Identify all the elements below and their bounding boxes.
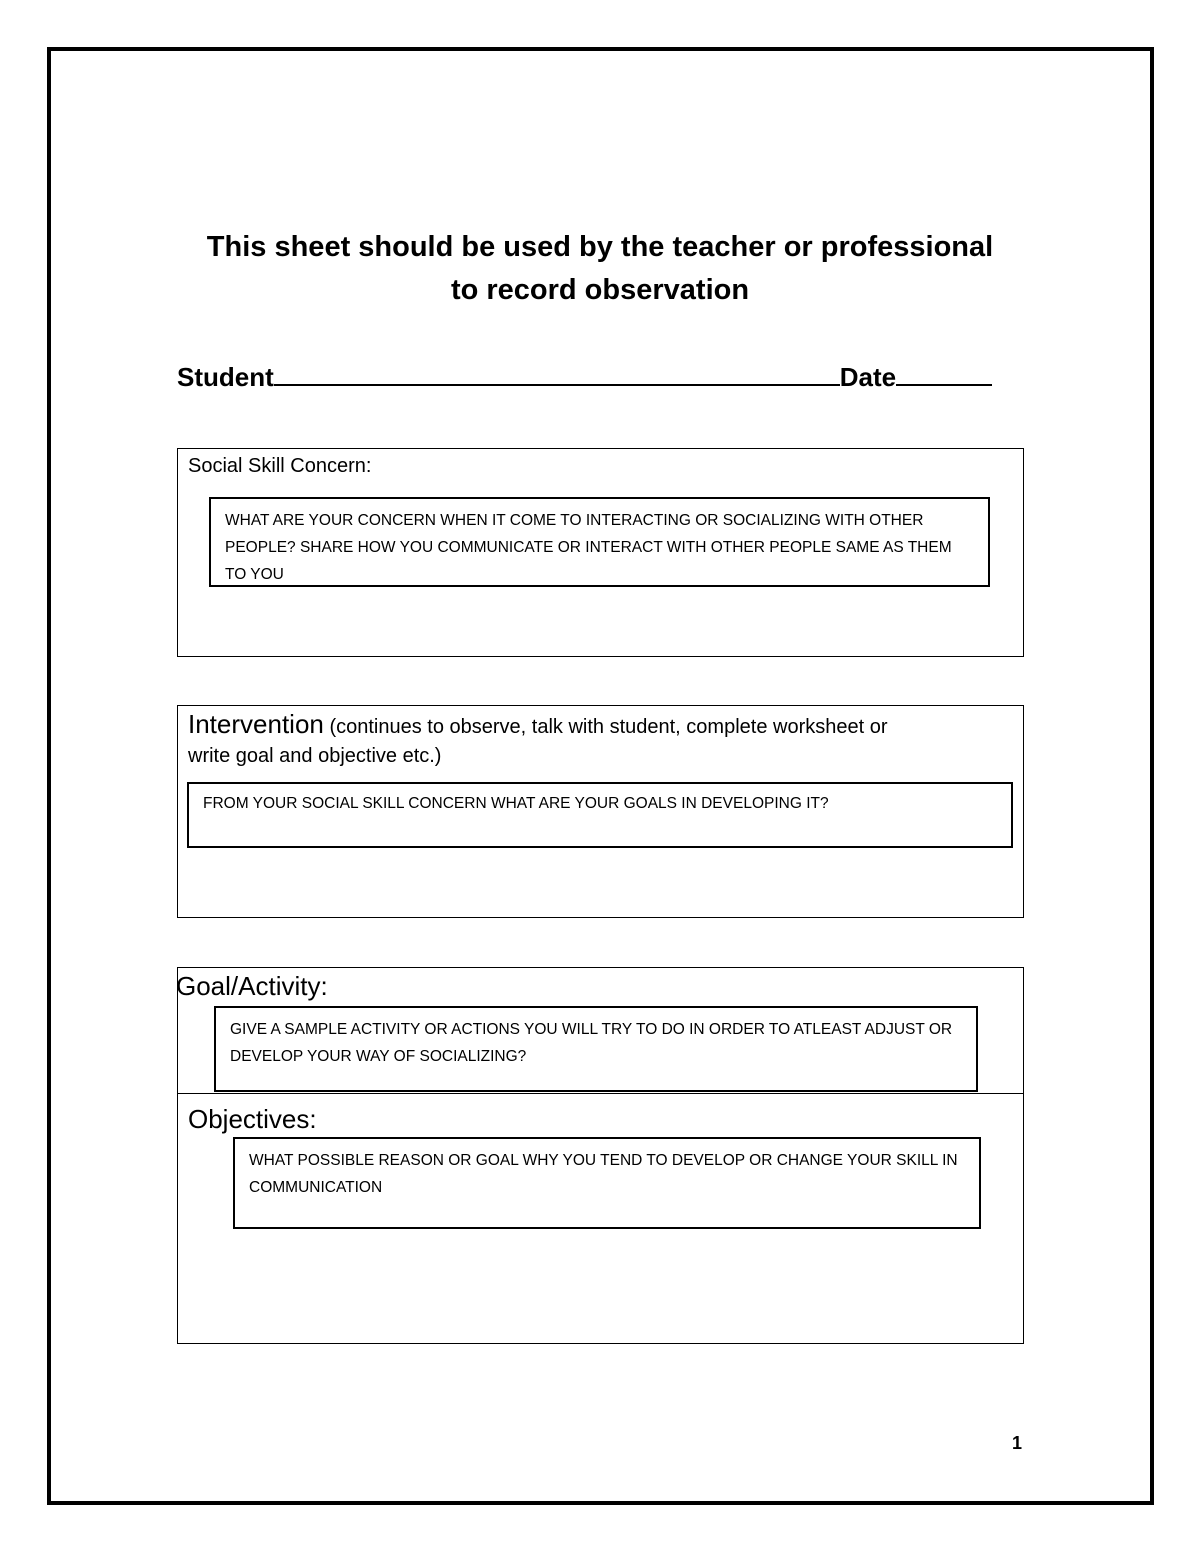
social-skill-prompt[interactable]: WHAT ARE YOUR CONCERN WHEN IT COME TO INTERACTING OR SOCIALIZING WITH OTHER PEOPLE? SHARE HOW YOU COMMUNICATE OR INTERACT WITH OTHER PEOPLE SAME AS THEM TO YOU	[209, 497, 990, 587]
intervention-heading	[188, 708, 888, 743]
student-label: Student	[177, 362, 274, 392]
intervention-note-1: (continues to observe, talk with student, complete worksheet or	[329, 716, 888, 738]
social-skill-label: Social Skill Concern:	[188, 455, 372, 477]
objectives-prompt[interactable]: WHAT POSSIBLE REASON OR GOAL WHY YOU TEND TO DEVELOP OR CHANGE YOUR SKILL IN COMMUNICATION	[233, 1137, 981, 1229]
student-date-line	[177, 362, 992, 393]
title-line-2: to record observation	[450, 274, 750, 306]
date-field[interactable]	[896, 362, 992, 386]
goal-activity-prompt[interactable]: GIVE A SAMPLE ACTIVITY OR ACTIONS YOU WILL TRY TO DO IN ORDER TO ATLEAST ADJUST OR DEVELOP YOUR WAY OF SOCIALIZING?	[214, 1006, 978, 1092]
goal-objectives-divider	[177, 1093, 1024, 1094]
intervention-note-2: write goal and objective etc.)	[188, 745, 442, 767]
intervention-prompt[interactable]: FROM YOUR SOCIAL SKILL CONCERN WHAT ARE YOUR GOALS IN DEVELOPING IT?	[187, 782, 1013, 848]
title-line-1: This sheet should be used by the teacher or professional	[206, 231, 994, 263]
page-title	[150, 226, 1050, 312]
page-number: 1	[1012, 1433, 1023, 1453]
date-label: Date	[839, 362, 897, 392]
goal-activity-label: Goal/Activity:	[176, 971, 328, 1001]
intervention-label: Intervention	[188, 709, 324, 739]
objectives-label: Objectives:	[188, 1104, 317, 1134]
student-field[interactable]	[274, 362, 840, 386]
